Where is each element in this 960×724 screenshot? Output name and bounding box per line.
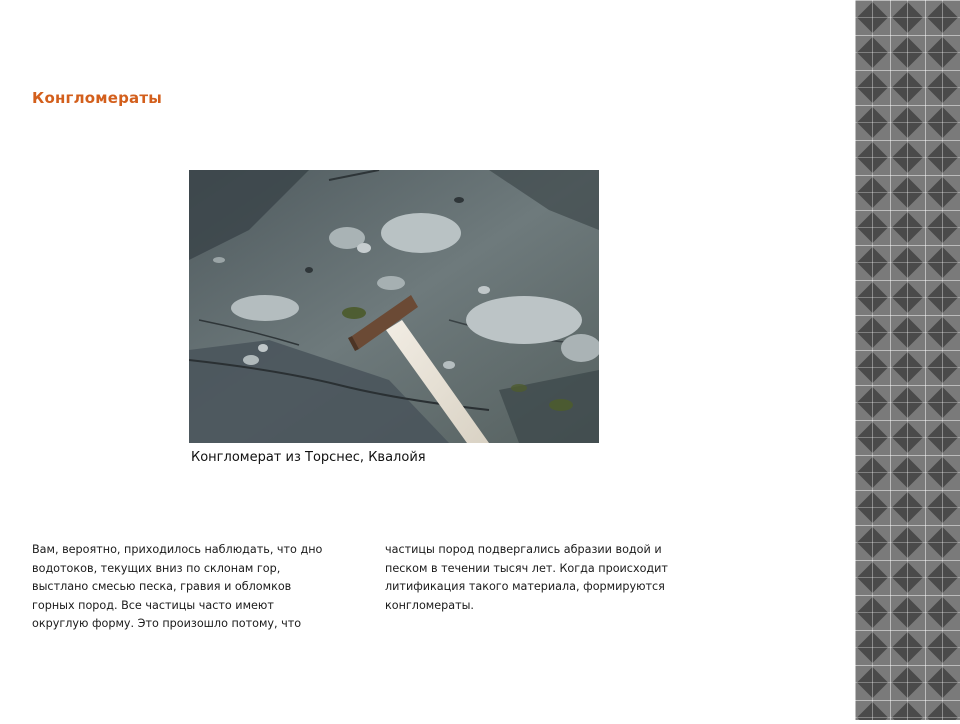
slide-title: Конгломераты <box>32 89 163 107</box>
photo-caption: Конгломерат из Торснес, Квалойя <box>191 450 426 465</box>
conglomerate-photo <box>189 170 599 443</box>
body-text-right: частицы пород подвергались абразии водой и песком в течении тысяч лет. Когда происходит литификация такого материала, формируются конгломераты. <box>385 543 668 612</box>
body-text-left: Вам, вероятно, приходилось наблюдать, что дно водотоков, текущих вниз по склонам гор, выстлано смесью песка, гравия и обломков горных пород. Все частицы часто имеют округлую форму. Это произошло потому, что <box>32 543 323 630</box>
decorative-pattern-strip <box>855 0 960 720</box>
